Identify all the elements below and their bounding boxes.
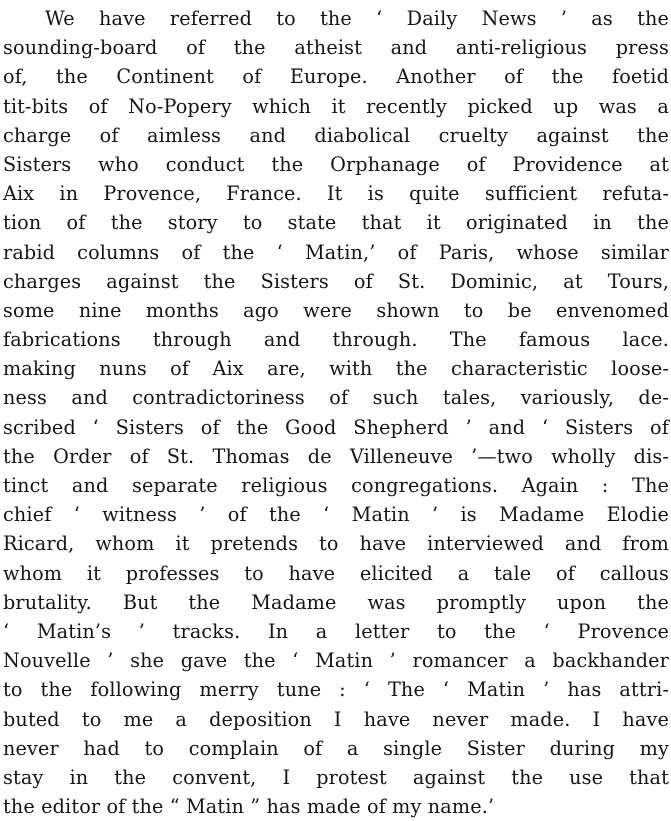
text-line: scribed ‘ Sisters of the Good Shepherd ’ and ‘ Sisters of (3, 415, 669, 439)
text-line: charges against the Sisters of St. Dominic, at Tours, (3, 269, 669, 293)
text-line: tit-bits of No-Popery which it recently picked up was a (3, 94, 669, 118)
text-line: buted to me a deposition I have never made. I have (3, 707, 669, 731)
text-line: brutality. But the Madame was promptly upon the (3, 590, 669, 614)
text-line: making nuns of Aix are, with the characteristic loose- (3, 357, 669, 381)
text-line: Aix in Provence, France. It is quite sufficient refuta- (3, 182, 669, 206)
text-line: tion of the story to state that it originated in the (3, 211, 669, 235)
text-line: stay in the convent, I protest against the use that (3, 765, 669, 789)
text-line: to the following merry tune : ‘ The ‘ Matin ’ has attri- (3, 678, 669, 702)
text-line: some nine months ago were shown to be envenomed (3, 298, 669, 322)
article-text (3, 4, 669, 821)
text-line: fabrications through and through. The famous lace. (3, 328, 669, 352)
text-line: charge of aimless and diabolical cruelty against the (3, 123, 669, 147)
text-line: Ricard, whom it pretends to have interviewed and from (3, 532, 669, 556)
text-line: Nouvelle ’ she gave the ‘ Matin ’ romancer a backhander (3, 649, 669, 673)
text-line: Sisters who conduct the Orphanage of Providence at (3, 152, 669, 176)
text-line: ‘ Matin’s ’ tracks. In a letter to the ‘ Provence (3, 619, 669, 643)
text-line: ness and contradictoriness of such tales, variously, de- (3, 386, 669, 410)
text-line: sounding-board of the atheist and anti-religious press (3, 36, 669, 60)
text-line: the Order of St. Thomas de Villeneuve ’—two wholly dis- (3, 444, 669, 468)
text-line: rabid columns of the ‘ Matin,’ of Paris, whose similar (3, 240, 669, 264)
text-line: tinct and separate religious congregations. Again : The (3, 474, 669, 497)
text-line: the editor of the “ Matin ” has made of my name.’ (3, 795, 495, 819)
text-line: We have referred to the ‘ Daily News ’ as the (45, 7, 669, 30)
text-line: never had to complain of a single Sister during my (3, 736, 669, 760)
text-line: of, the Continent of Europe. Another of the foetid (3, 65, 669, 89)
text-line: chief ‘ witness ’ of the ‘ Matin ’ is Madame Elodie (3, 503, 669, 527)
text-line: whom it professes to have elicited a tale of callous (3, 561, 669, 585)
